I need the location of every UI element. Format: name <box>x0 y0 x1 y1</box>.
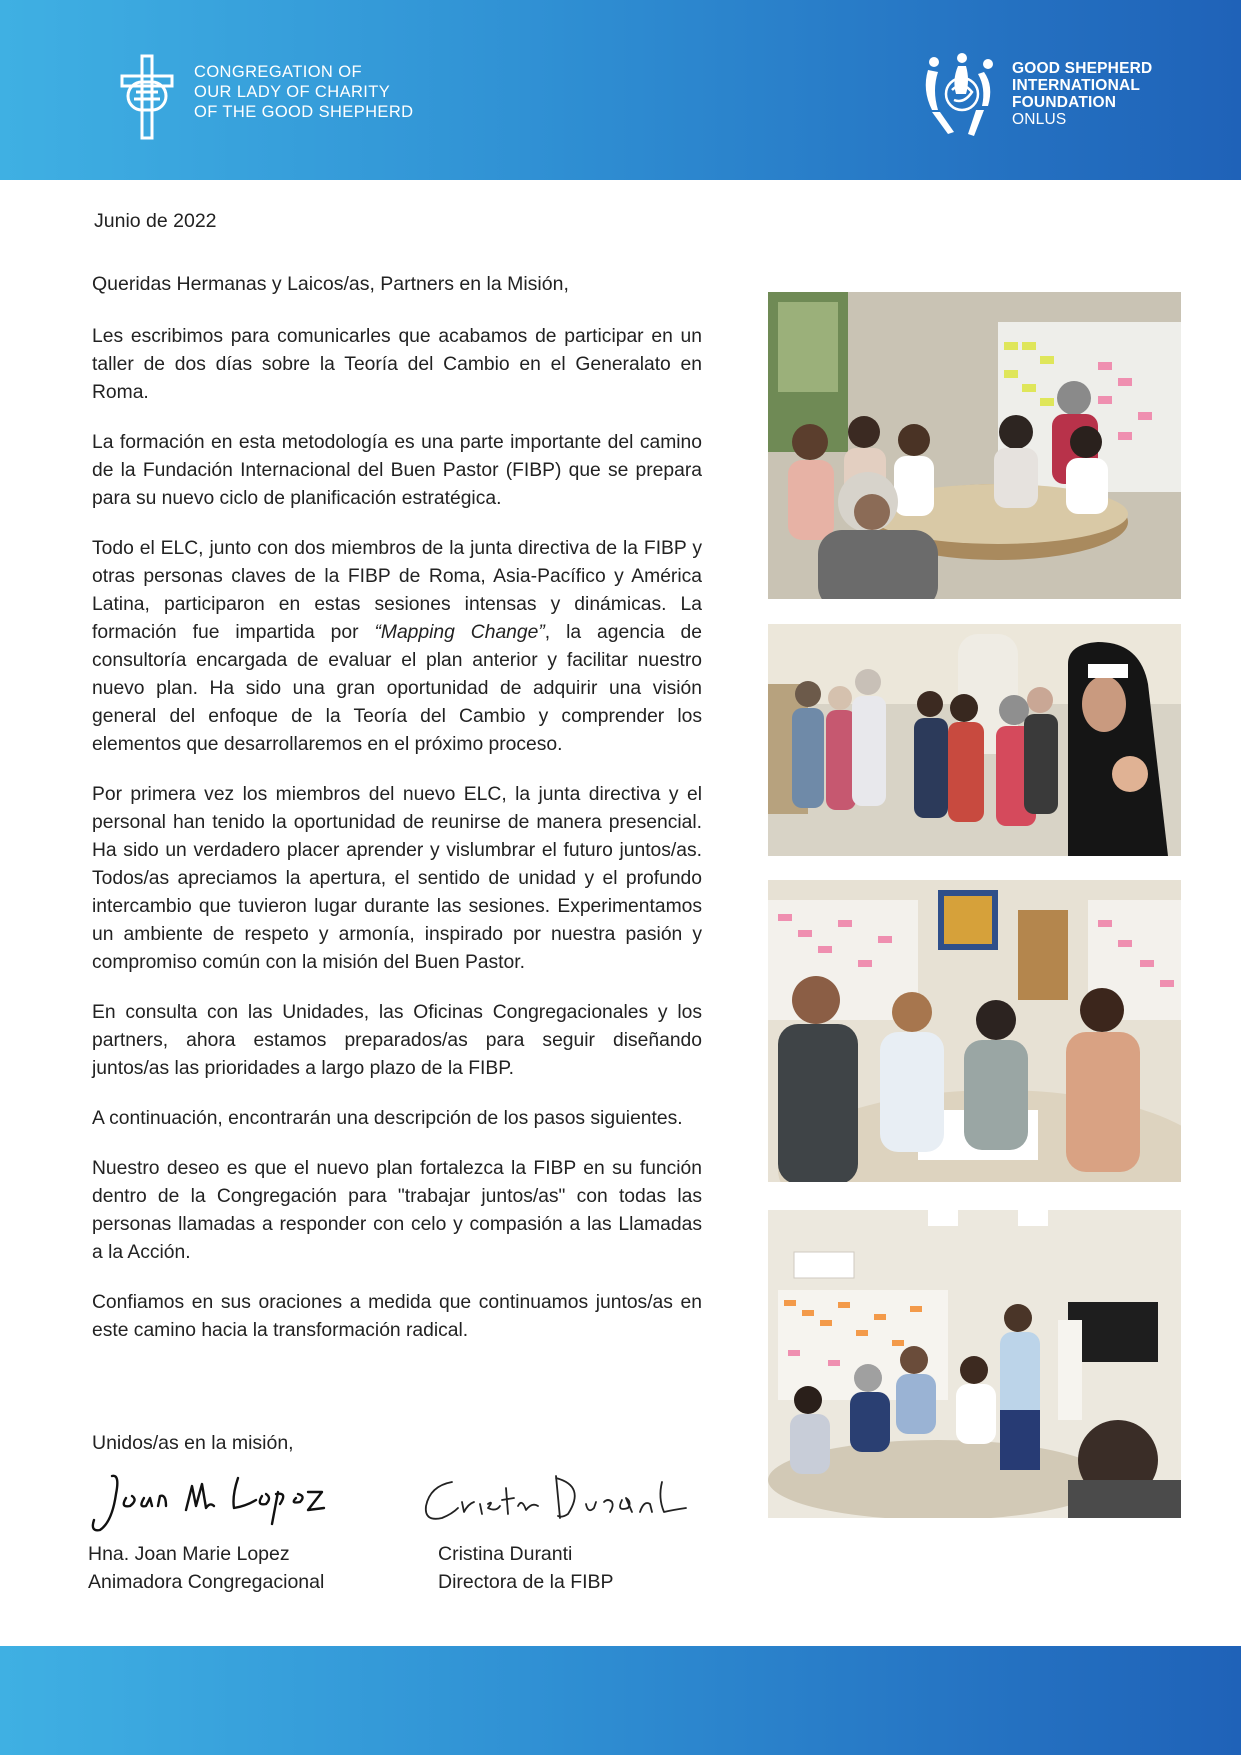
letter-date: Junio de 2022 <box>94 210 217 232</box>
foundation-name: GOOD SHEPHERD INTERNATIONAL FOUNDATION ONLUS <box>1012 60 1153 128</box>
paragraph-3 <box>92 535 702 759</box>
letter-body <box>92 323 702 1367</box>
paragraph-6: A continuación, encontrarán una descripción de los pasos siguientes. <box>92 1108 683 1129</box>
paragraph-1: Les escribimos para comunicarles que acabamos de participar en un taller de dos días sobre la Teoría del Cambio en el Generalato en Roma. <box>92 326 702 403</box>
letter-closing: Unidos/as en la misión, <box>92 1432 294 1454</box>
paragraph-2: La formación en esta metodología es una parte importante del camino de la Fundación Internacional del Buen Pastor (FIBP) que se prepara para su nuevo ciclo de planificación estratégica. <box>92 432 702 509</box>
photo-participants-applauding <box>768 624 1181 856</box>
paragraph-8: Confiamos en sus oraciones a medida que continuamos juntos/as en este camino hacia la transformación radical. <box>92 1292 702 1341</box>
signer-role: Animadora Congregacional <box>88 1571 325 1593</box>
photo-workshop-group <box>768 292 1181 599</box>
footer-banner <box>0 1646 1241 1755</box>
congregation-name: CONGREGATION OF OUR LADY OF CHARITY OF THE GOOD SHEPHERD <box>194 63 414 121</box>
letter-salutation: Queridas Hermanas y Laicos/as, Partners en la Misión, <box>92 273 569 295</box>
header-banner <box>0 0 1241 180</box>
mapping-change-name: “Mapping Change” <box>374 622 545 643</box>
paragraph-4: Por primera vez los miembros del nuevo ELC, la junta directiva y el personal han tenido la oportunidad de reunirse de manera presencial. Ha sido un verdadero placer aprender y vislumbrar el futuro juntos/as. Todos/as apreciamos la apertura, el sentido de unidad y el profundo intercambio que tuvieron lugar durante las sesiones. Experimentamos un ambiente de respeto y armonía, inspirado por nuestra pasión y compromiso común con la misión del Buen Pastor. <box>92 784 702 973</box>
photo-four-at-table <box>768 880 1181 1182</box>
photo-presenter-classroom <box>768 1210 1181 1518</box>
paragraph-3-start: Todo el ELC, junto con dos miembros de la junta directiva de la FIBP y otras personas claves de la FIBP de Roma, Asia-Pacífico y América Latina, participaron en estas sesiones intensas y dinámicas. La formación fue impartida por <box>92 538 702 643</box>
signer-role: Directora de la FIBP <box>438 1571 614 1593</box>
signer-cristina-duranti <box>438 1540 614 1596</box>
signer-joan-lopez <box>88 1540 324 1596</box>
good-shepherd-figures-logo-icon <box>918 50 1006 138</box>
signature-joan-lopez <box>86 1466 326 1538</box>
paragraph-3-end: , la agencia de consultoría encargada de evaluar el plan anterior y facilitar nuestro nuevo plan. Ha sido una gran oportunidad de adquirir una visión general del enfoque de la Teoría del Cambio y comprender los elementos que desarrollaremos en el próximo proceso. <box>92 622 703 755</box>
paragraph-7: Nuestro deseo es que el nuevo plan fortalezca la FIBP en su función dentro de la Congregación para "trabajar juntos/as" con todas las personas llamadas a responder con celo y compasión a las Llamadas a la Acción. <box>92 1158 702 1263</box>
signer-name: Hna. Joan Marie Lopez <box>88 1543 290 1565</box>
paragraph-5: En consulta con las Unidades, las Oficinas Congregacionales y los partners, ahora estamos preparados/as para seguir diseñando juntos/as las prioridades a largo plazo de la FIBP. <box>92 1002 702 1079</box>
cross-logo-icon <box>116 52 178 142</box>
signature-cristina-duranti <box>418 1468 698 1534</box>
signer-name: Cristina Duranti <box>438 1543 573 1565</box>
